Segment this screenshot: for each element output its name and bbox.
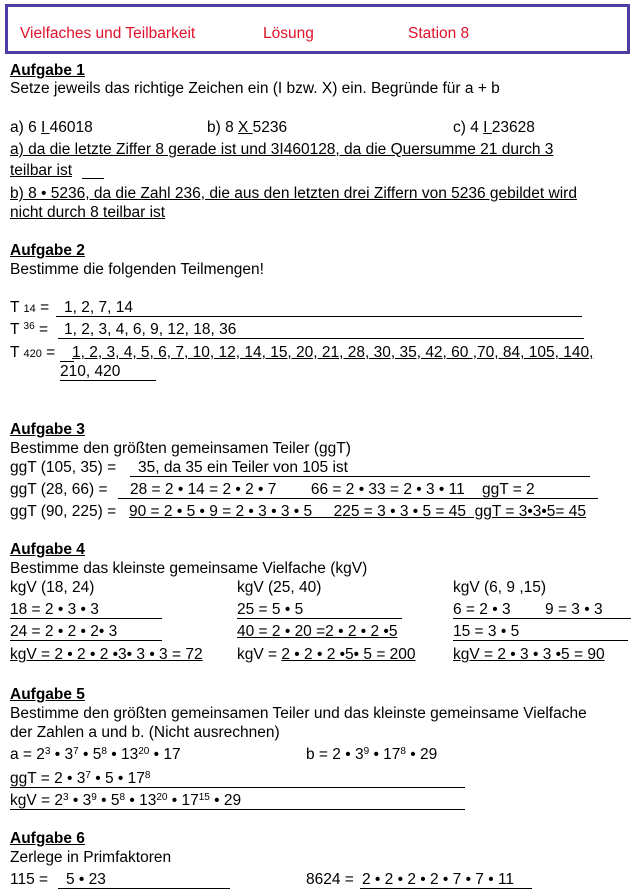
task5-ggt: ggT = 2 • $3^7$ • 5 • $17^8$ [10, 770, 151, 787]
task1-reason-a-line2: teilbar ist [10, 162, 73, 179]
task6-heading: Aufgabe 6 [10, 830, 85, 847]
task2-instruction: Bestimme die folgenden Teilmengen! [10, 261, 264, 278]
factor-8624-label: 8624 = [306, 871, 354, 888]
kgv-6-9-15-heading: kgV (6, 9 ,15) [453, 579, 547, 596]
worksheet-title: Vielfaches und Teilbarkeit [20, 25, 196, 42]
kgv-18-24-line1: 18 = 2 • 3 • 3 [10, 601, 99, 618]
task1-instruction: Setze jeweils das richtige Zeichen ein (I bzw. X) ein. Begründe für a + b [10, 80, 500, 97]
task1-b: b) 8 X 5236 [207, 119, 288, 136]
factor-115-label: 115 = [10, 871, 49, 888]
task4-instruction: Bestimme das kleinste gemeinsame Vielfache (kgV) [10, 560, 368, 577]
t420-row: T 420 = [10, 344, 56, 361]
factor-8624-value: 2 • 2 • 2 • 2 • 7 • 7 • 11 [362, 871, 515, 888]
task5-heading: Aufgabe 5 [10, 686, 85, 703]
kgv-18-24-line2: 24 = 2 • 2 • 2• 3 [10, 623, 118, 640]
t14-row: T 14 = [10, 299, 50, 316]
t420-value-line1: 1, 2, 3, 4, 5, 6, 7, 10, 12, 14, 15, 20, 21, 28, 30, 35, 42, 60 ,70, 84, 105, 140, [72, 344, 594, 361]
ggt-105-35-value: 35, da 35 ein Teiler von 105 ist [138, 459, 348, 476]
kgv-18-24-result: kgV = 2 • 2 • 2 •3• 3 • 3 = 72 [10, 646, 203, 663]
task5-kgv: kgV = $2^3$ • $3^9$ • $5^8$ • $13^{20}$ • $17^{15}$ • 29 [10, 792, 242, 809]
ggt-90-225-value: 90 = 2 • 5 • 9 = 2 • 3 • 3 • 5 225 = 3 • 3 • 5 = 45 ggT = 3•3•5= 45 [129, 503, 587, 520]
number-b: b = 2 • $3^9$ • $17^8$ • 29 [306, 746, 438, 763]
kgv-18-24-heading: kgV (18, 24) [10, 579, 95, 596]
kgv-6-9-15-result: kgV = 2 • 3 • 3 •5 = 90 [453, 646, 605, 663]
task4-heading: Aufgabe 4 [10, 541, 85, 558]
task1-reason-a-line1: a) da die letzte Ziffer 8 gerade ist und 3I460128, da die Quersumme 21 durch 3 [10, 141, 554, 158]
task1-a: a) 6 I 46018 [10, 119, 93, 136]
task1-a-mark: I [41, 119, 50, 136]
header-box [5, 4, 630, 54]
t36-value: 1, 2, 3, 4, 6, 9, 12, 18, 36 [64, 321, 237, 338]
kgv-25-40-line1: 25 = 5 • 5 [237, 601, 304, 618]
kgv-25-40-heading: kgV (25, 40) [237, 579, 322, 596]
task1-c-mark: I [483, 119, 492, 136]
task2-heading: Aufgabe 2 [10, 242, 85, 259]
task1-reason-b-line2: nicht durch 8 teilbar ist [10, 204, 166, 221]
solution-label: Lösung [263, 25, 314, 42]
ggt-105-35-label: ggT (105, 35) = [10, 459, 117, 476]
task3-heading: Aufgabe 3 [10, 421, 85, 438]
task3-instruction: Bestimme den größten gemeinsamen Teiler (ggT) [10, 440, 351, 457]
kgv-6-9-15-line1: 6 = 2 • 3 9 = 3 • 3 [453, 601, 603, 618]
task1-reason-b-line1: b) 8 • 5236, da die Zahl 236, die aus den letzten drei Ziffern von 5236 gebildet wird [10, 185, 577, 202]
task1-c: c) 4 I 23628 [453, 119, 535, 136]
task5-instruction-line2: der Zahlen a und b. (Nicht ausrechnen) [10, 724, 280, 741]
task1-heading: Aufgabe 1 [10, 62, 85, 79]
number-a: $a = 2^3$ • $3^7$ • $5^8$ • $13^{20}$ • 17 [10, 746, 181, 763]
t420-value-line2: 210, 420 [60, 363, 121, 380]
ggt-28-66-value: 28 = 2 • 14 = 2 • 2 • 7 66 = 2 • 33 = 2 • 3 • 11 ggT = 2 [130, 481, 535, 498]
t14-value: 1, 2, 7, 14 [64, 299, 133, 316]
kgv-25-40-result: kgV = 2 • 2 • 2 •5• 5 = 200 [237, 646, 416, 663]
kgv-6-9-15-line2: 15 = 3 • 5 [453, 623, 520, 640]
station-label: Station 8 [408, 25, 470, 42]
ggt-28-66-label: ggT (28, 66) = [10, 481, 108, 498]
ggt-90-225-label: ggT (90, 225) = [10, 503, 117, 520]
task5-instruction-line1: Bestimme den größten gemeinsamen Teiler und das kleinste gemeinsame Vielfache [10, 705, 587, 722]
task1-b-mark: X [238, 119, 253, 136]
t36-row: T $^{36}$ = [10, 321, 48, 338]
kgv-25-40-line2: 40 = 2 • 20 =2 • 2 • 2 •5 [237, 623, 398, 640]
task6-instruction: Zerlege in Primfaktoren [10, 849, 172, 866]
factor-115-value: 5 • 23 [66, 871, 106, 888]
